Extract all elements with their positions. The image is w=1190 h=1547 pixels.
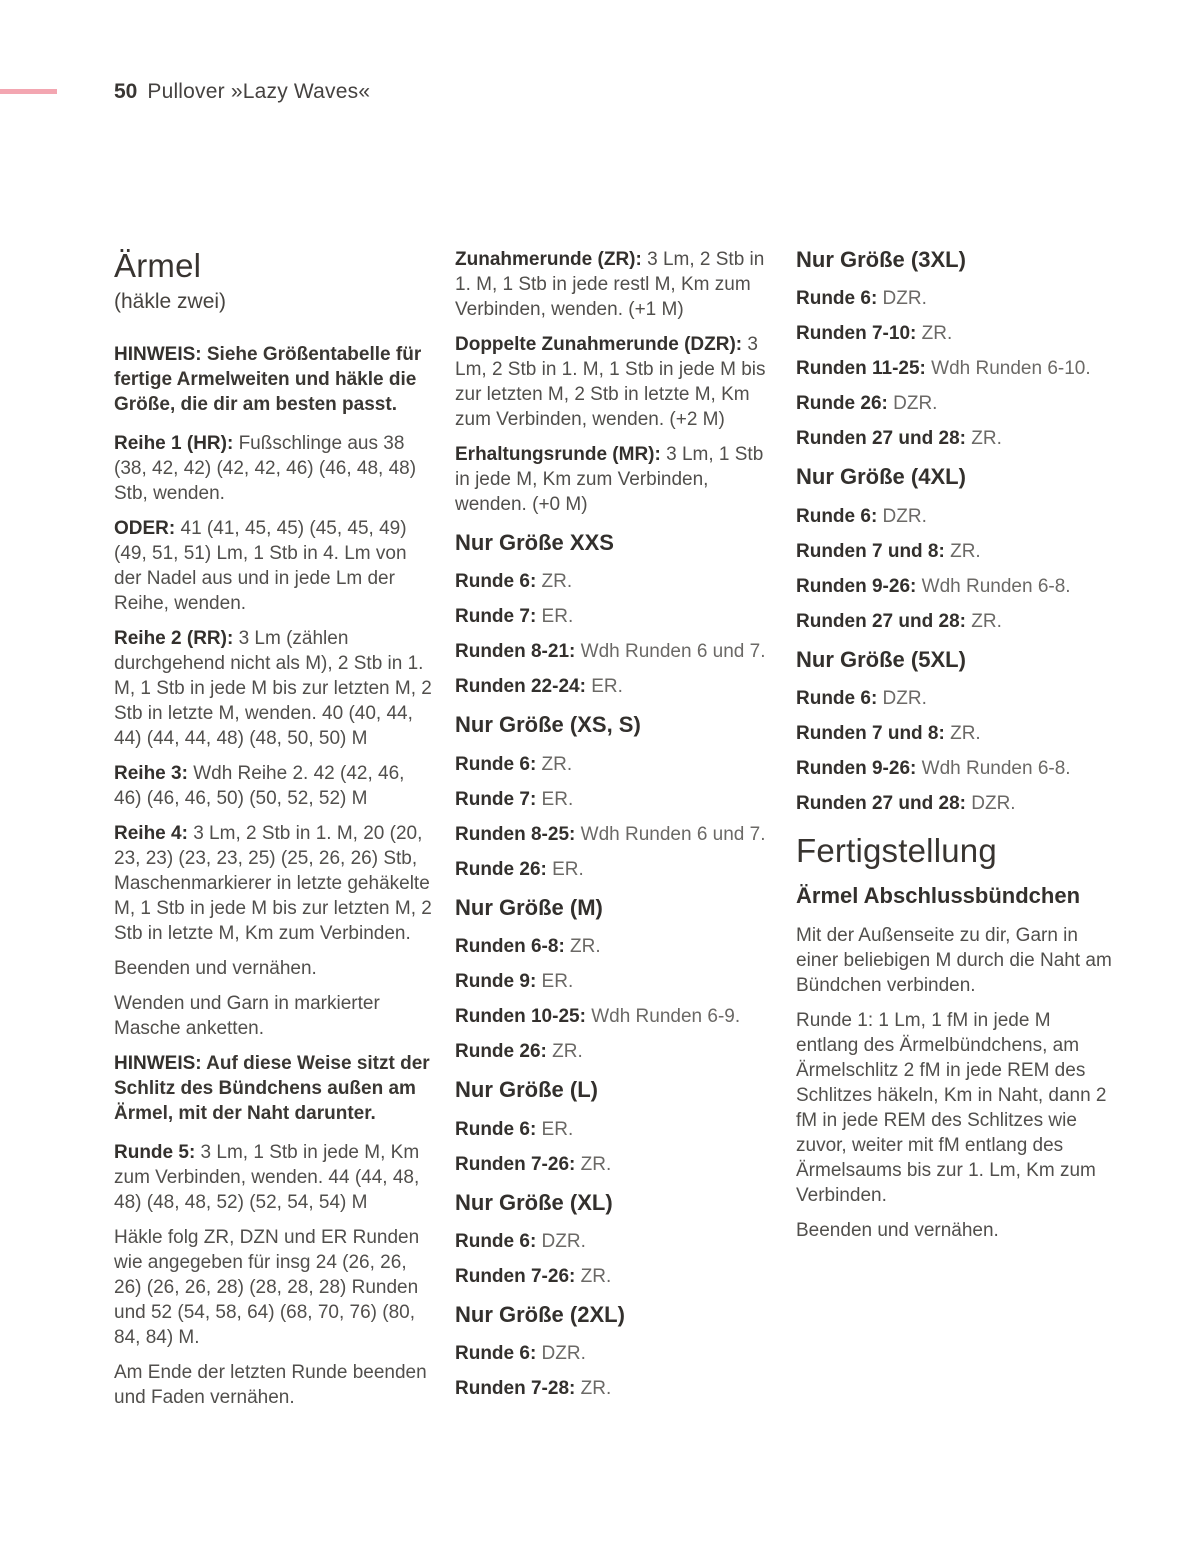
size-heading: Nur Größe (4XL)	[796, 464, 966, 490]
round-instruction	[455, 857, 773, 882]
instruction-label: Runden 7-28:	[455, 1378, 576, 1400]
instruction-paragraph	[114, 761, 432, 811]
instruction-label: Runde 9:	[455, 971, 537, 993]
instruction-text: ZR.	[944, 540, 981, 562]
instruction-label: Runde 7:	[455, 788, 537, 810]
round-instruction	[455, 1004, 773, 1029]
size-heading: Nur Größe (2XL)	[455, 1301, 625, 1327]
round-instruction	[455, 569, 773, 594]
instruction-text: ER.	[536, 606, 574, 628]
instruction-text: Wdh Runden 6-9.	[585, 1006, 741, 1028]
instruction-text: DZR.	[536, 1343, 586, 1365]
instruction-text: ZR.	[536, 753, 573, 775]
instruction-paragraph: Am Ende der letzten Runde beenden und Faden vernähen.	[114, 1361, 427, 1408]
round-instruction	[796, 391, 1114, 416]
instruction-paragraph	[114, 516, 432, 616]
instruction-label: Reihe 3:	[114, 762, 188, 784]
instruction-text: 41 (41, 45, 45) (45, 45, 49) (49, 51, 51) Lm, 1 Stb in 4. Lm von der Nadel aus und in jede Lm der Reihe, wenden.	[114, 517, 407, 614]
instruction-text: Wdh Reihe 2. 42 (42, 46, 46) (46, 46, 50) (50, 52, 52) M	[114, 762, 405, 809]
instruction-label: Runde 26:	[796, 393, 888, 415]
round-instruction	[796, 574, 1114, 599]
instruction-label: Erhaltungsrunde (MR):	[455, 444, 661, 465]
instruction-text: ZR.	[564, 936, 601, 958]
size-heading: Nur Größe (5XL)	[796, 646, 966, 672]
instruction-label: Runden 6-8:	[455, 936, 565, 958]
round-instruction	[796, 609, 1114, 634]
instruction-text: ZR.	[916, 323, 953, 345]
column-2	[455, 247, 773, 1411]
section-heading: Fertigstellung	[796, 832, 997, 870]
instruction-text: 3 Lm, 2 Stb in 1. M, 1 Stb in jede restl M, Km zum Verbinden, wenden. (+1 M)	[455, 249, 765, 320]
instruction-label: Runden 7 und 8:	[796, 540, 945, 562]
instruction-paragraph: Mit der Außenseite zu dir, Garn in einer beliebigen M durch die Naht am Bündchen verbinden.	[796, 924, 1112, 996]
round-instruction	[455, 639, 773, 664]
size-heading: Nur Größe XXS	[455, 530, 614, 555]
instruction-text: ZR.	[575, 1378, 612, 1400]
instruction-label: Runden 22-24:	[455, 676, 586, 698]
instruction-paragraph: Runde 1: 1 Lm, 1 fM in jede M entlang des Ärmelbündchens, am Ärmelschlitz 2 fM in jede REM des Schlitzes häkeln, Km in Naht, dann 2 fM in jede REM des Schlitzes wie zuvor, weiter mit fM entlang des Ärmelsaums bis zur 1. Lm, Km zum Verbinden.	[796, 1009, 1107, 1206]
instruction-text: 3 Lm, 1 Stb in jede M, Km zum Verbinden, wenden. (+0 M)	[455, 444, 764, 515]
instruction-label: Runde 26:	[455, 1041, 547, 1063]
instruction-label: Runden 27 und 28:	[796, 610, 966, 632]
instruction-text: DZR.	[965, 793, 1016, 815]
page-header	[114, 80, 370, 104]
round-instruction	[455, 822, 773, 847]
round-instruction	[455, 1152, 773, 1177]
instruction-label: Doppelte Zunahmerunde (DZR):	[455, 334, 743, 355]
round-instruction	[796, 539, 1114, 564]
instruction-text: ER.	[536, 788, 574, 810]
instruction-label: Runde 6:	[455, 1230, 537, 1252]
content-columns	[114, 247, 1114, 1420]
instruction-label: Runde 7:	[455, 606, 537, 628]
instruction-label: HINWEIS:	[114, 343, 202, 365]
round-instruction	[796, 356, 1114, 381]
instruction-text: ZR.	[965, 610, 1002, 632]
instruction-label: Runden 7-10:	[796, 323, 917, 345]
instruction-label: Runden 27 und 28:	[796, 793, 966, 815]
instruction-label: Runden 10-25:	[455, 1006, 586, 1028]
note-text	[114, 1051, 432, 1126]
instruction-label: Runden 7-26:	[455, 1265, 576, 1287]
round-instruction	[455, 934, 773, 959]
round-instruction	[796, 504, 1114, 529]
round-instruction	[455, 1117, 773, 1142]
round-instruction	[796, 686, 1114, 711]
instruction-label: Runde 6:	[796, 288, 878, 310]
instruction-label: HINWEIS:	[114, 1052, 202, 1074]
instruction-paragraph	[114, 1140, 432, 1215]
round-instruction	[796, 321, 1114, 346]
instruction-label: Runden 9-26:	[796, 758, 917, 780]
note-text	[114, 342, 432, 417]
instruction-label: Runden 11-25:	[796, 358, 926, 380]
instruction-text: Wdh Runden 6-8.	[916, 575, 1071, 597]
round-instruction	[455, 1039, 773, 1064]
instruction-label: Runde 5:	[114, 1141, 196, 1163]
size-heading: Nur Größe (M)	[455, 894, 603, 920]
instruction-text: ER.	[536, 971, 574, 993]
instruction-text: DZR.	[877, 288, 927, 310]
instruction-text: ZR.	[536, 571, 573, 593]
instruction-label: Runde 26:	[455, 858, 547, 880]
instruction-text: DZR.	[877, 505, 927, 527]
instruction-paragraph: Beenden und vernähen.	[114, 957, 317, 979]
instruction-label: Runden 7 und 8:	[796, 723, 945, 745]
instruction-paragraph	[455, 442, 773, 517]
instruction-text: Wdh Runden 6-10.	[925, 358, 1091, 380]
round-instruction	[455, 1341, 773, 1366]
instruction-text: ZR.	[575, 1153, 612, 1175]
instruction-paragraph	[455, 332, 773, 432]
instruction-text: Siehe Größentabelle für fertige Armelweiten und häkle die Größe, die dir am besten passt.	[114, 343, 422, 415]
instruction-paragraph	[455, 247, 773, 322]
instruction-text: 3 Lm, 2 Stb in 1. M, 20 (20, 23, 23) (23, 23, 25) (25, 26, 26) Stb, Maschenmarkierer in letzte gehäkelte M, 1 Stb in jede M bis zur letzten M, 2 Stb in letzte M, Km zum Verbinden.	[114, 822, 432, 944]
round-instruction	[796, 721, 1114, 746]
instruction-label: Runde 6:	[455, 1343, 537, 1365]
round-instruction	[455, 674, 773, 699]
instruction-label: Runde 6:	[796, 688, 878, 710]
section-heading: Ärmel	[114, 247, 202, 284]
instruction-text: Fußschlinge aus 38 (38, 42, 42) (42, 42, 46) (46, 48, 48) Stb, wenden.	[114, 432, 417, 504]
instruction-label: Runde 6:	[455, 753, 537, 775]
round-instruction	[455, 1376, 773, 1401]
size-heading: Nur Größe (XS, S)	[455, 712, 641, 738]
size-heading: Nur Größe (L)	[455, 1077, 598, 1103]
instruction-label: Reihe 1 (HR):	[114, 432, 234, 454]
instruction-text: Wdh Runden 6-8.	[916, 758, 1071, 780]
instruction-text: DZR.	[887, 393, 938, 415]
round-instruction	[796, 791, 1114, 816]
instruction-label: Runde 6:	[796, 505, 878, 527]
round-instruction	[455, 969, 773, 994]
round-instruction	[455, 604, 773, 629]
size-heading: Ärmel Abschlussbündchen	[796, 883, 1081, 909]
section-subtitle: (häkle zwei)	[114, 289, 227, 313]
instruction-text: 3 Lm, 2 Stb in 1. M, 1 Stb in jede M bis zur letzten M, 2 Stb in letzte M, Km zum Verbinden, wenden. (+2 M)	[455, 334, 766, 430]
column-3	[796, 247, 1114, 1253]
instruction-label: Runden 8-25:	[455, 823, 576, 845]
instruction-text: ZR.	[944, 723, 981, 745]
instruction-text: ZR.	[965, 428, 1002, 450]
accent-rule	[0, 89, 57, 94]
instruction-text: DZR.	[877, 688, 927, 710]
size-heading: Nur Größe (3XL)	[796, 247, 966, 272]
instruction-paragraph	[114, 431, 432, 506]
round-instruction	[796, 756, 1114, 781]
instruction-text: ER.	[546, 858, 584, 880]
instruction-label: Runden 27 und 28:	[796, 428, 966, 450]
instruction-text: DZR.	[536, 1230, 586, 1252]
instruction-label: Reihe 4:	[114, 822, 188, 844]
round-instruction	[455, 787, 773, 812]
instruction-text: Auf diese Weise sitzt der Schlitz des Bündchens außen am Ärmel, mit der Naht darunter.	[114, 1052, 430, 1124]
instruction-paragraph: Wenden und Garn in markierter Masche anketten.	[114, 992, 380, 1039]
instruction-label: ODER:	[114, 517, 176, 539]
round-instruction	[796, 286, 1114, 311]
instruction-text: 3 Lm (zählen durchgehend nicht als M), 2 Stb in 1. M, 1 Stb in jede M bis zur letzten M, 2 Stb in letzte M, wenden. 40 (40, 44, 44) (44, 44, 48) (48, 50, 50) M	[114, 627, 432, 749]
page-title: Pullover »Lazy Waves«	[147, 80, 371, 103]
round-instruction	[455, 1229, 773, 1254]
instruction-text: Wdh Runden 6 und 7.	[575, 641, 766, 663]
round-instruction	[455, 752, 773, 777]
page-number: 50	[114, 80, 138, 103]
instruction-label: Runde 6:	[455, 571, 537, 593]
instruction-label: Reihe 2 (RR):	[114, 627, 234, 649]
instruction-paragraph: Häkle folg ZR, DZN und ER Runden wie angegeben für insg 24 (26, 26, 26) (26, 26, 28) (28, 28, 28) Runden und 52 (54, 58, 64) (68, 70, 76) (80, 84, 84) M.	[114, 1226, 420, 1348]
instruction-label: Runde 6:	[455, 1118, 537, 1140]
instruction-paragraph: Beenden und vernähen.	[796, 1219, 999, 1241]
instruction-text: Wdh Runden 6 und 7.	[575, 823, 766, 845]
size-heading: Nur Größe (XL)	[455, 1189, 613, 1215]
instruction-text: ER.	[585, 676, 623, 698]
round-instruction	[796, 426, 1114, 451]
instruction-label: Runden 8-21:	[455, 641, 576, 663]
column-1	[114, 247, 432, 1420]
instruction-label: Runden 9-26:	[796, 575, 917, 597]
instruction-paragraph	[114, 626, 432, 751]
instruction-text: ER.	[536, 1118, 574, 1140]
instruction-label: Runden 7-26:	[455, 1153, 576, 1175]
instruction-text: ZR.	[546, 1041, 583, 1063]
instruction-text: 3 Lm, 1 Stb in jede M, Km zum Verbinden, wenden. 44 (44, 48, 48) (48, 48, 52) (52, 54, 54) M	[114, 1141, 420, 1213]
instruction-label: Zunahmerunde (ZR):	[455, 249, 642, 270]
round-instruction	[455, 1264, 773, 1289]
instruction-paragraph	[114, 821, 432, 946]
instruction-text: ZR.	[575, 1265, 612, 1287]
